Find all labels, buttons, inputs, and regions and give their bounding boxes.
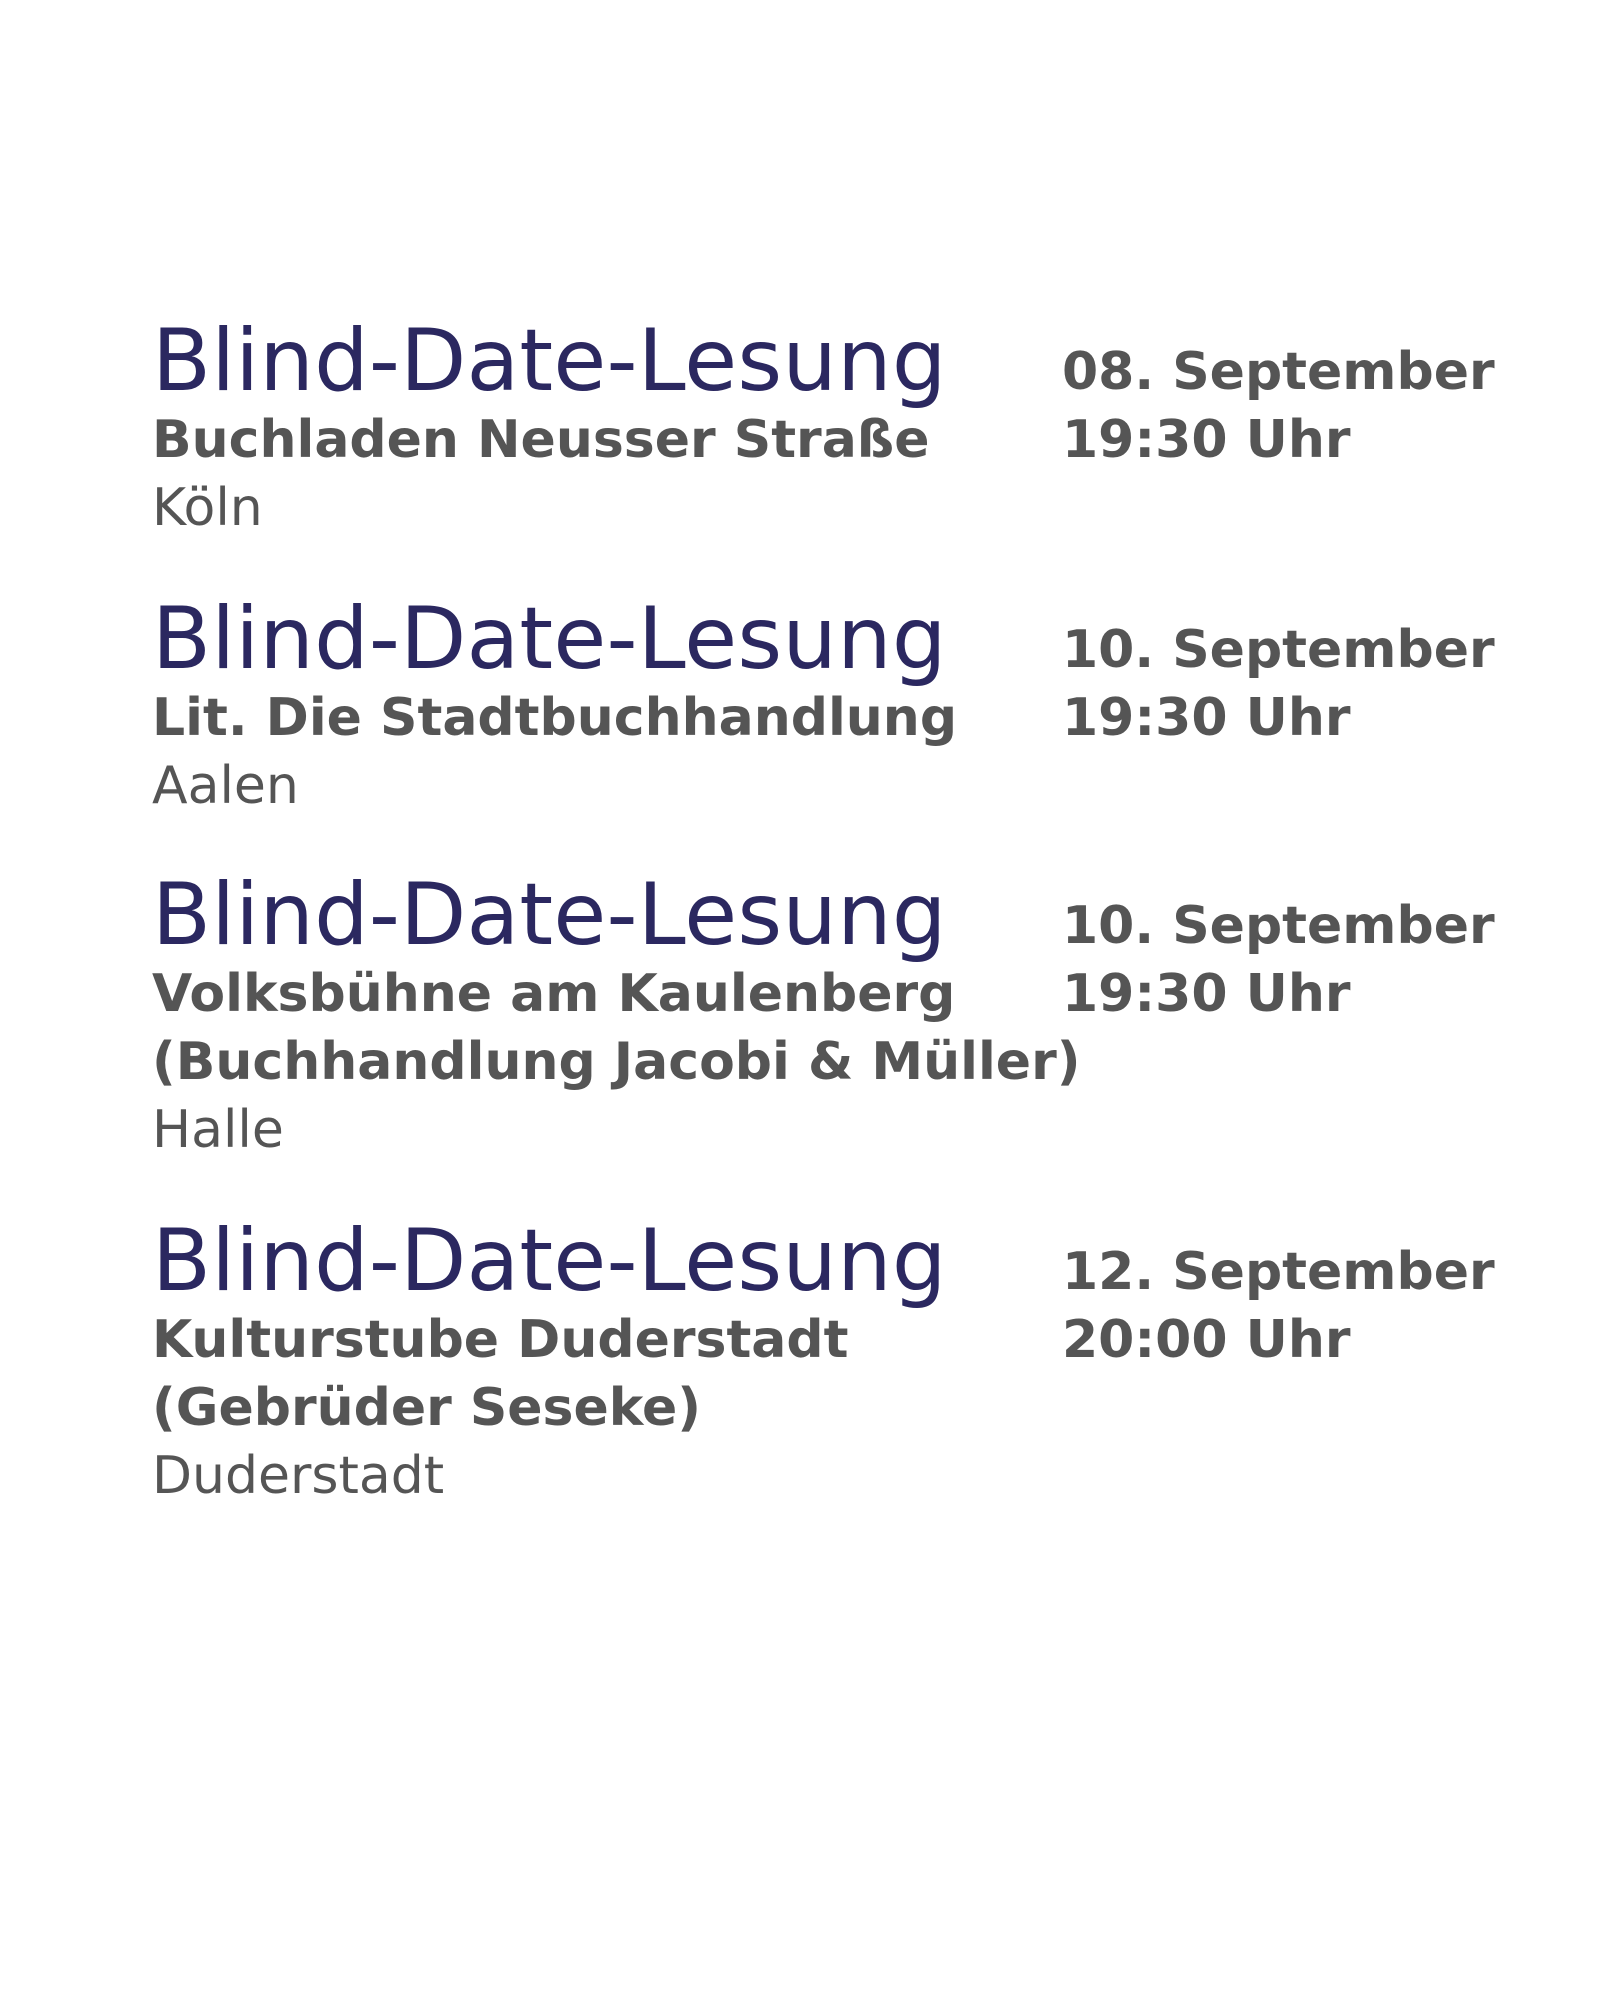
event-venue-subline: (Buchhandlung Jacobi & Müller) — [152, 1032, 1081, 1092]
event-venue: Buchladen Neusser Straße — [152, 410, 930, 470]
event-date: 08. September — [1062, 342, 1495, 402]
event-title: Blind-Date-Lesung — [152, 1211, 947, 1311]
event-date: 12. September — [1062, 1242, 1495, 1302]
event-time: 19:30 Uhr — [1062, 410, 1351, 470]
event-city: Aalen — [152, 756, 299, 816]
event-date: 10. September — [1062, 896, 1495, 956]
event-time: 19:30 Uhr — [1062, 688, 1351, 748]
event-venue: Kulturstube Duderstadt — [152, 1310, 849, 1370]
event-venue: Lit. Die Stadtbuchhandlung — [152, 688, 958, 748]
event-time: 19:30 Uhr — [1062, 964, 1351, 1024]
event-time: 20:00 Uhr — [1062, 1310, 1351, 1370]
event-city: Köln — [152, 478, 263, 538]
event-title: Blind-Date-Lesung — [152, 865, 947, 965]
event-venue-subline: (Gebrüder Seseke) — [152, 1378, 701, 1438]
event-city: Halle — [152, 1100, 284, 1160]
event-venue: Volksbühne am Kaulenberg — [152, 964, 956, 1024]
event-date: 10. September — [1062, 620, 1495, 680]
event-title: Blind-Date-Lesung — [152, 589, 947, 689]
event-title: Blind-Date-Lesung — [152, 311, 947, 411]
event-city: Duderstadt — [152, 1446, 445, 1506]
